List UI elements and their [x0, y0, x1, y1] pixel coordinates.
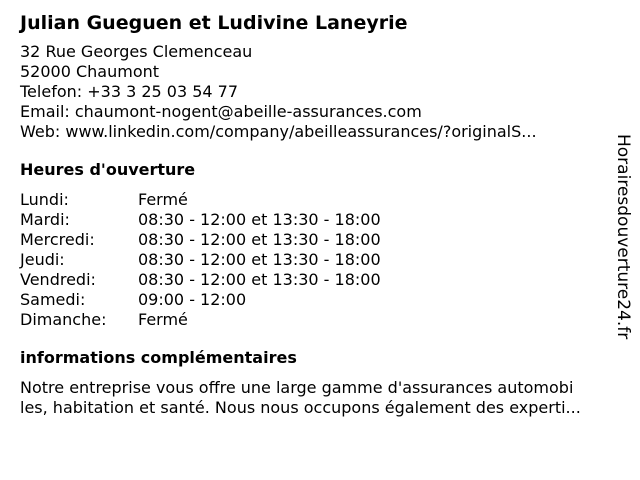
address-street: 32 Rue Georges Clemenceau — [20, 42, 253, 61]
site-watermark: Horairesdouverture24.fr — [613, 134, 633, 340]
additional-info-line-2: les, habitation et santé. Nous nous occupons également des experti... — [20, 398, 581, 417]
business-card — [20, 10, 620, 418]
hours-day: Lundi: — [20, 190, 69, 209]
hours-row-friday — [20, 270, 620, 290]
email-line: Email: chaumont-nogent@abeille-assurances.com — [20, 102, 422, 121]
opening-hours-table — [20, 190, 620, 330]
hours-day: Vendredi: — [20, 270, 96, 289]
hours-time: 08:30 - 12:00 et 13:30 - 18:00 — [138, 250, 381, 269]
hours-row-thursday — [20, 250, 620, 270]
hours-day: Mercredi: — [20, 230, 95, 249]
hours-row-wednesday — [20, 230, 620, 250]
hours-day: Jeudi: — [20, 250, 65, 269]
additional-info-heading: informations complémentaires — [20, 348, 297, 367]
hours-day: Dimanche: — [20, 310, 107, 329]
additional-info-line-1: Notre entreprise vous offre une large gamme d'assurances automobi — [20, 378, 574, 397]
hours-time: 08:30 - 12:00 et 13:30 - 18:00 — [138, 270, 381, 289]
hours-time: 08:30 - 12:00 et 13:30 - 18:00 — [138, 230, 381, 249]
hours-row-saturday — [20, 290, 620, 310]
business-name: Julian Gueguen et Ludivine Laneyrie — [20, 12, 408, 34]
hours-row-tuesday — [20, 210, 620, 230]
hours-time: Fermé — [138, 310, 188, 329]
address-city: 52000 Chaumont — [20, 62, 160, 81]
opening-hours-heading: Heures d'ouverture — [20, 160, 196, 179]
hours-row-monday — [20, 190, 620, 210]
phone-line: Telefon: +33 3 25 03 54 77 — [20, 82, 239, 101]
hours-time: Fermé — [138, 190, 188, 209]
web-line: Web: www.linkedin.com/company/abeilleassurances/?originalS... — [20, 122, 537, 141]
hours-day: Mardi: — [20, 210, 70, 229]
hours-day: Samedi: — [20, 290, 86, 309]
hours-time: 09:00 - 12:00 — [138, 290, 247, 309]
hours-row-sunday — [20, 310, 620, 330]
hours-time: 08:30 - 12:00 et 13:30 - 18:00 — [138, 210, 381, 229]
